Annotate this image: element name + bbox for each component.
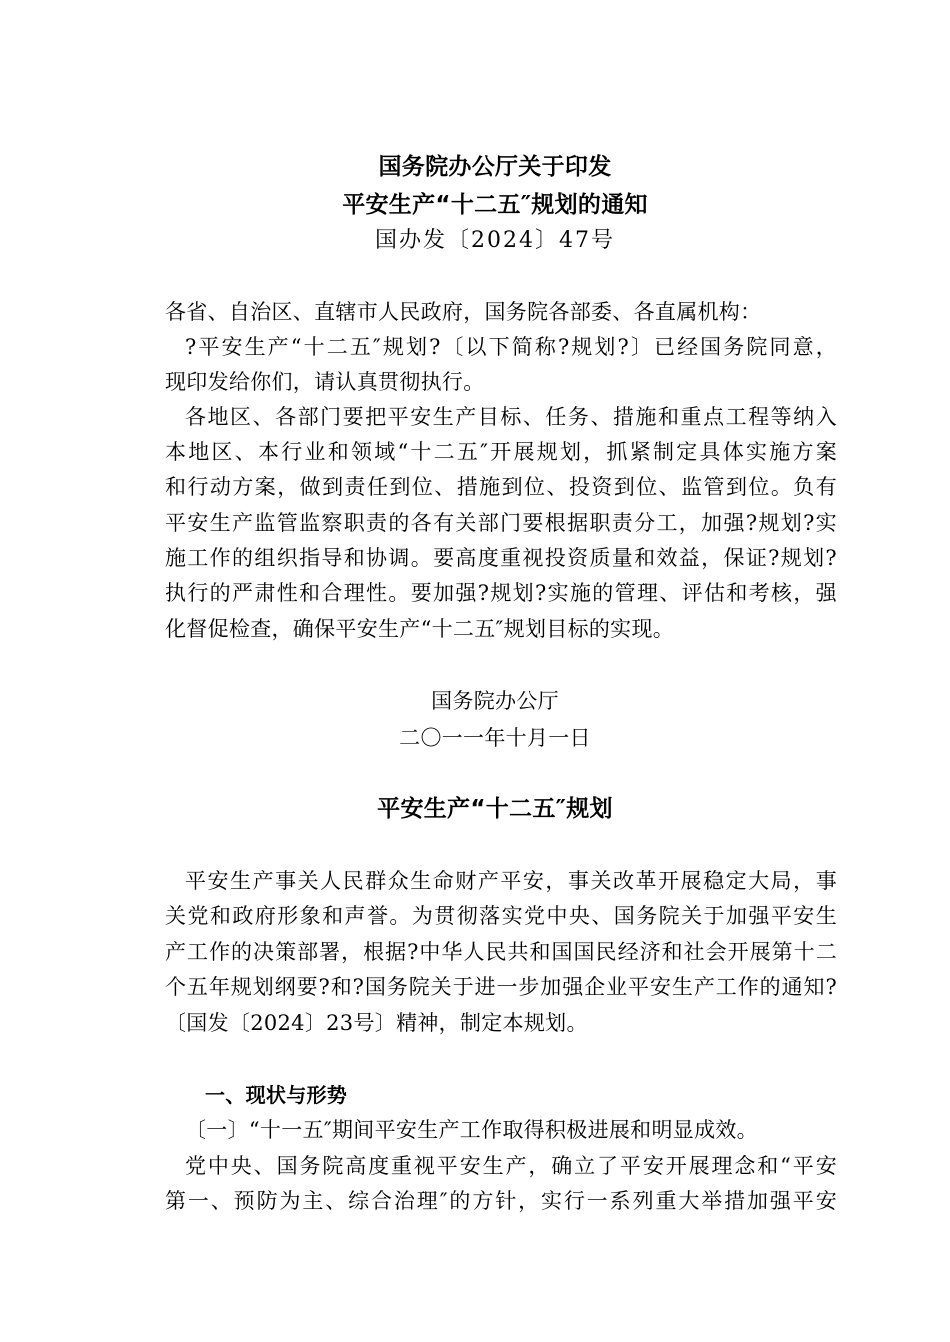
plan-intro-line: 产工作的决策部署，根据?中华人民共和国国民经济和社会开展第十二: [165, 940, 837, 964]
notice-para2-line: 本地区、本行业和领域“十二五″开展规划，抓紧制定具体实施方案: [165, 440, 837, 464]
section-para-line: 第一、预防为主、综合治理″的方针，实行一系列重大举措加强平安: [165, 1189, 837, 1213]
section-heading: 一、现状与形势: [205, 1083, 348, 1107]
notice-para1-line: 现印发给你们，请认真贯彻执行。: [165, 370, 485, 394]
plan-intro-line: 关党和政府形象和声誉。为贯彻落实党中央、国务院关于加强平安生: [165, 904, 837, 928]
notice-title-line1: 国务院办公厅关于印发: [378, 154, 612, 180]
plan-intro-line: 个五年规划纲要?和?国务院关于进一步加强企业平安生产工作的通知?: [165, 975, 837, 999]
document-number: 国办发〔2024〕47号: [375, 228, 615, 253]
plan-intro-line: 〔国发〔2024〕23号〕精神，制定本规划。: [165, 1011, 588, 1035]
signature-office: 国务院办公厅: [431, 689, 559, 713]
subsection-heading: 〔一〕“十一五″期间平安生产工作取得积极进展和明显成效。: [185, 1118, 758, 1142]
addressee: 各省、自治区、直辖市人民政府，国务院各部委、各直属机构：: [165, 300, 762, 324]
notice-para2-line: 施工作的组织指导和协调。要高度重视投资质量和效益，保证?规划?: [165, 546, 837, 570]
plan-intro-line: 平安生产事关人民群众生命财产平安，事关改革开展稳定大局，事: [185, 869, 837, 893]
notice-title-line2: 平安生产“十二五″规划的通知: [342, 192, 648, 218]
notice-para2-line: 各地区、各部门要把平安生产目标、任务、措施和重点工程等纳入: [185, 405, 837, 429]
notice-para2-line: 平安生产监管监察职责的各有关部门要根据职责分工，加强?规划?实: [165, 511, 837, 535]
notice-para2-line: 和行动方案，做到责任到位、措施到位、投资到位、监管到位。负有: [165, 475, 837, 499]
notice-para2-line: 执行的严肃性和合理性。要加强?规划?实施的管理、评估和考核，强: [165, 581, 837, 605]
signature-date: 二〇一一年十月一日: [399, 726, 591, 750]
notice-para2-line: 化督促检查，确保平安生产“十二五″规划目标的实现。: [165, 617, 675, 641]
section-para-line: 党中央、国务院高度重视平安生产，确立了平安开展理念和“平安: [185, 1154, 837, 1178]
plan-title: 平安生产“十二五″规划: [377, 796, 613, 822]
notice-para1-line: ?平安生产“十二五″规划?〔以下简称?规划?〕已经国务院同意，: [185, 335, 837, 359]
